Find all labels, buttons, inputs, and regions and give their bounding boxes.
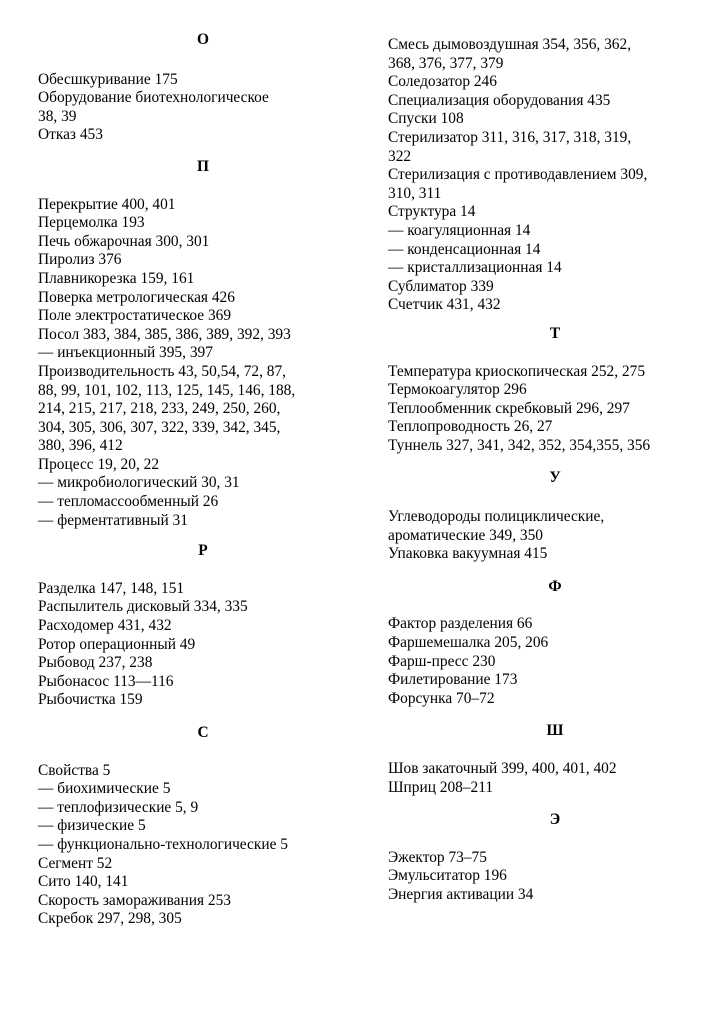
index-entry: Обесшкуривание 175 — [38, 70, 178, 88]
index-entry: Свойства 5 — [38, 761, 111, 779]
index-entry: 214, 215, 217, 218, 233, 249, 250, 260, — [38, 400, 281, 418]
index-entry: — функционально-технологические 5 — [38, 835, 288, 853]
index-entry: Рыбовод 237, 238 — [38, 654, 153, 672]
section-s-continued-entries — [388, 36, 722, 315]
index-entry: Отказ 453 — [38, 126, 103, 144]
section-t-entries — [388, 363, 722, 456]
index-entry: Пиролиз 376 — [38, 251, 122, 269]
index-column-right — [388, 0, 722, 905]
index-entry: Теплообменник скребковый 296, 297 — [388, 399, 630, 417]
index-entry: 38, 39 — [38, 107, 77, 125]
index-entry: Эмульситатор 196 — [388, 867, 507, 885]
index-entry: Перцемолка 193 — [38, 214, 145, 232]
index-entry: — кристаллизационная 14 — [388, 259, 562, 277]
index-entry: Плавникорезка 159, 161 — [38, 269, 195, 287]
section-heading-f: Ф — [548, 577, 562, 595]
index-entry: Теплопроводность 26, 27 — [388, 418, 553, 436]
index-entry: Стерилизация с противодавлением 309, — [388, 166, 648, 184]
index-entry: — ферментативный 31 — [38, 511, 188, 529]
index-entry: — теплофизические 5, 9 — [38, 798, 199, 816]
index-entry: Филетирование 173 — [388, 671, 518, 689]
section-f-entries — [388, 615, 722, 708]
index-column-left — [38, 0, 368, 929]
index-entry: 88, 99, 101, 102, 113, 125, 145, 146, 188, — [38, 381, 296, 399]
index-entry: Эжектор 73–75 — [388, 848, 487, 866]
index-entry: Шов закаточный 399, 400, 401, 402 — [388, 760, 617, 777]
index-entry: Смесь дымовоздушная 354, 356, 362, — [388, 36, 632, 53]
section-p-entries — [38, 196, 368, 531]
index-entry: Поверка метрологическая 426 — [38, 288, 235, 306]
index-entry: Структура 14 — [388, 203, 476, 221]
section-heading-e: Э — [549, 811, 561, 829]
index-entry: Термокоагулятор 296 — [388, 381, 527, 399]
index-entry: Спуски 108 — [388, 110, 464, 128]
index-entry: Фарш-пресс 230 — [388, 652, 496, 670]
section-heading-p: П — [197, 157, 209, 175]
index-entry: Скорость замораживания 253 — [38, 891, 231, 909]
index-entry: — конденсационная 14 — [388, 240, 541, 258]
index-entry: 304, 305, 306, 307, 322, 339, 342, 345, — [38, 418, 281, 436]
index-entry: Рыбонасос 113—116 — [38, 672, 174, 690]
section-s-entries — [38, 762, 368, 929]
index-entry: Сублиматор 339 — [388, 277, 494, 295]
index-entry: Поле электростатическое 369 — [38, 307, 232, 325]
index-entry: 368, 376, 377, 379 — [388, 54, 504, 72]
index-entry: Расходомер 431, 432 — [38, 617, 172, 635]
index-entry: Сито 140, 141 — [38, 873, 129, 891]
index-entry: Шприц 208–211 — [388, 778, 494, 796]
index-entry: Сегмент 52 — [38, 854, 113, 872]
section-sh-entries — [388, 760, 722, 797]
index-entry: Распылитель дисковый 334, 335 — [38, 598, 248, 616]
index-entry: — тепломассообменный 26 — [38, 493, 219, 511]
index-entry: — микробиологический 30, 31 — [38, 474, 240, 492]
section-heading-u: У — [549, 469, 561, 487]
index-entry: Упаковка вакуумная 415 — [388, 545, 548, 563]
index-entry: 310, 311 — [388, 184, 442, 202]
section-heading-s: С — [197, 724, 209, 741]
index-entry: — инъекционный 395, 397 — [38, 344, 213, 362]
section-e-entries — [388, 849, 722, 905]
index-entry: 380, 396, 412 — [38, 437, 123, 455]
index-entry: Процесс 19, 20, 22 — [38, 455, 160, 473]
section-heading-sh: Ш — [546, 722, 564, 740]
index-entry: Оборудование биотехнологическое — [38, 89, 269, 107]
index-entry: Соледозатор 246 — [388, 73, 497, 91]
section-r-entries — [38, 580, 368, 710]
section-o-entries — [38, 71, 368, 145]
index-entry: Фаршемешалка 205, 206 — [388, 634, 549, 652]
index-entry: Счетчик 431, 432 — [388, 296, 501, 314]
index-entry: Рыбочистка 159 — [38, 691, 143, 709]
index-entry: Скребок 297, 298, 305 — [38, 910, 182, 928]
index-entry: — биохимические 5 — [38, 780, 171, 798]
index-entry: Фактор разделения 66 — [388, 615, 533, 633]
index-entry: Специализация оборудования 435 — [388, 91, 611, 109]
index-entry: Разделка 147, 148, 151 — [38, 579, 185, 597]
section-u-entries — [388, 508, 722, 564]
section-heading-r: Р — [198, 542, 208, 560]
index-entry: Перекрытие 400, 401 — [38, 195, 176, 213]
section-heading-t: Т — [549, 324, 561, 342]
index-entry: Туннель 327, 341, 342, 352, 354,355, 356 — [388, 436, 651, 454]
index-entry: Углеводороды полициклические, — [388, 508, 605, 526]
index-entry: Форсунка 70–72 — [388, 689, 495, 707]
index-entry: Производительность 43, 50,54, 72, 87, — [38, 362, 287, 380]
index-entry: 322 — [388, 147, 412, 165]
index-entry: — коагуляционная 14 — [388, 221, 531, 239]
index-entry: Ротор операционный 49 — [38, 635, 196, 653]
index-entry: Стерилизатор 311, 316, 317, 318, 319, — [388, 128, 632, 146]
index-entry: — физические 5 — [38, 817, 146, 835]
section-heading-o: О — [197, 31, 209, 48]
index-entry: Энергия активации 34 — [388, 885, 534, 903]
index-entry: Посол 383, 384, 385, 386, 389, 392, 393 — [38, 325, 291, 343]
index-entry: ароматические 349, 350 — [388, 526, 544, 544]
index-entry: Печь обжарочная 300, 301 — [38, 232, 210, 250]
index-entry: Температура криоскопическая 252, 275 — [388, 362, 646, 380]
